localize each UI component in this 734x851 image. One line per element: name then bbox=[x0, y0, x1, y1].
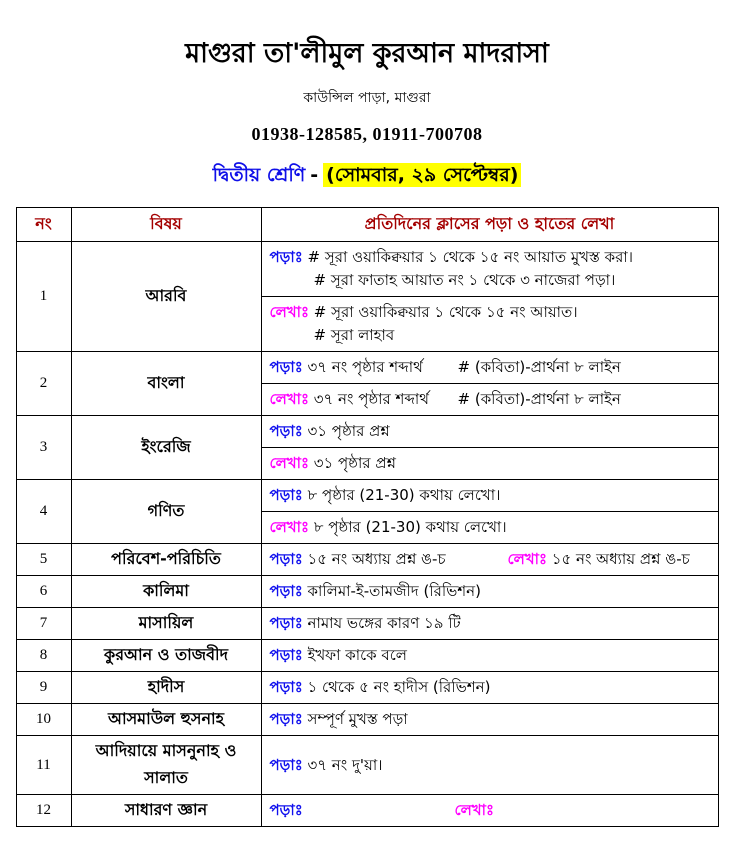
row-subject: আসমাউল হুসনাহ bbox=[71, 704, 261, 736]
row-subject: পরিবেশ-পরিচিতি bbox=[71, 544, 261, 576]
pora-text: ইখফা কাকে বলে bbox=[307, 646, 407, 665]
pora-cell bbox=[261, 242, 718, 297]
class-name: দ্বিতীয় শ্রেণি bbox=[212, 164, 306, 187]
col-header-no: নং bbox=[16, 208, 71, 242]
pora-label: পড়াঃ bbox=[269, 646, 303, 665]
lesson-table bbox=[16, 207, 719, 827]
lekha-text: ৮ পৃষ্ঠার (21-30) কথায় লেখো। bbox=[313, 518, 507, 537]
row-number: 1 bbox=[16, 242, 71, 352]
table-row bbox=[16, 736, 718, 795]
pora-label: পড়াঃ bbox=[269, 755, 303, 774]
row-subject: সাধারণ জ্ঞান bbox=[71, 795, 261, 827]
table-header-row bbox=[16, 208, 718, 242]
pora-label: পড়াঃ bbox=[269, 710, 303, 729]
document-header bbox=[0, 0, 734, 193]
pora-text: সম্পূর্ণ মুখস্ত পড়া bbox=[307, 710, 408, 729]
pora-text-2: # সূরা ফাতাহ আয়াত নং ১ থেকে ৩ নাজেরা পড়া। bbox=[313, 271, 616, 290]
col-header-details: প্রতিদিনের ক্লাসের পড়া ও হাতের লেখা bbox=[261, 208, 718, 242]
table-row bbox=[16, 640, 718, 672]
lekha-text: # সূরা ওয়াকিক্বয়ার ১ থেকে ১৫ নং আয়াত। bbox=[313, 303, 578, 322]
row-number: 4 bbox=[16, 480, 71, 544]
table-row bbox=[16, 795, 718, 827]
pora-label: পড়াঃ bbox=[269, 422, 303, 441]
row-subject: কুরআন ও তাজবীদ bbox=[71, 640, 261, 672]
pora-lekha-cell bbox=[261, 795, 718, 827]
pora-cell bbox=[261, 736, 718, 795]
pora-text: কালিমা-ই-তামজীদ (রিভিশন) bbox=[307, 582, 481, 601]
row-subject: মাসায়িল bbox=[71, 608, 261, 640]
phone-numbers: 01938-128585, 01911-700708 bbox=[251, 124, 483, 145]
pora-text: ৩৭ নং পৃষ্ঠার শব্দার্থ bbox=[307, 358, 423, 377]
pora-cell bbox=[261, 576, 718, 608]
row-number: 12 bbox=[16, 795, 71, 827]
row-subject: কালিমা bbox=[71, 576, 261, 608]
pora-lekha-cell bbox=[261, 544, 718, 576]
row-subject: ইংরেজি bbox=[71, 416, 261, 480]
class-date-line bbox=[0, 161, 734, 193]
lekha-text: ৩১ পৃষ্ঠার প্রশ্ন bbox=[313, 454, 396, 473]
lekha-cell bbox=[261, 448, 718, 480]
table-row bbox=[16, 576, 718, 608]
lekha-text: ৩৭ নং পৃষ্ঠার শব্দার্থ bbox=[313, 390, 429, 409]
pora-extra-text: # (কবিতা)-প্রার্থনা ৮ লাইন bbox=[457, 358, 621, 377]
table-row bbox=[16, 672, 718, 704]
row-number: 7 bbox=[16, 608, 71, 640]
row-number: 11 bbox=[16, 736, 71, 795]
lekha-label: লেখাঃ bbox=[269, 454, 309, 473]
row-number: 2 bbox=[16, 352, 71, 416]
row-number: 10 bbox=[16, 704, 71, 736]
pora-cell bbox=[261, 704, 718, 736]
row-number: 5 bbox=[16, 544, 71, 576]
table-row bbox=[16, 608, 718, 640]
lekha-extra-text: # (কবিতা)-প্রার্থনা ৮ লাইন bbox=[457, 390, 621, 409]
pora-text: ৩৭ নং দু'য়া। bbox=[307, 755, 383, 774]
school-title: মাগুরা তা'লীমুল কুরআন মাদরাসা bbox=[185, 38, 549, 69]
lekha-text-2: # সূরা লাহাব bbox=[313, 326, 395, 345]
table-row bbox=[16, 544, 718, 576]
date-highlight: (সোমবার, ২৯ সেপ্টেম্বর) bbox=[323, 163, 521, 187]
pora-cell bbox=[261, 672, 718, 704]
lekha-text: ১৫ নং অধ্যায় প্রশ্ন ঙ-চ bbox=[551, 550, 690, 569]
pora-label: পড়াঃ bbox=[269, 486, 303, 505]
lekha-cell bbox=[261, 512, 718, 544]
pora-text: নামায ভঙ্গের কারণ ১৯ টি bbox=[307, 614, 461, 633]
pora-text: # সূরা ওয়াকিক্বয়ার ১ থেকে ১৫ নং আয়াত মুখস্ত করা। bbox=[307, 248, 634, 267]
pora-label: পড়াঃ bbox=[269, 801, 303, 820]
row-subject: আদিয়ায়ে মাসনুনাহ ও সালাত bbox=[71, 736, 261, 795]
pora-cell bbox=[261, 352, 718, 384]
pora-text: ৮ পৃষ্ঠার (21-30) কথায় লেখো। bbox=[307, 486, 501, 505]
row-subject: হাদীস bbox=[71, 672, 261, 704]
pora-text: ১৫ নং অধ্যায় প্রশ্ন ঙ-চ bbox=[307, 550, 446, 569]
lekha-cell bbox=[261, 297, 718, 352]
col-header-subject: বিষয় bbox=[71, 208, 261, 242]
lekha-label: লেখাঃ bbox=[269, 390, 309, 409]
lekha-label: লেখাঃ bbox=[507, 550, 547, 569]
pora-cell bbox=[261, 416, 718, 448]
lekha-label: লেখাঃ bbox=[269, 518, 309, 537]
pora-text: ১ থেকে ৫ নং হাদীস (রিভিশন) bbox=[307, 678, 491, 697]
lekha-label: লেখাঃ bbox=[269, 303, 309, 322]
table-row bbox=[16, 352, 718, 384]
pora-cell bbox=[261, 640, 718, 672]
pora-cell bbox=[261, 480, 718, 512]
table-row bbox=[16, 480, 718, 512]
row-subject: বাংলা bbox=[71, 352, 261, 416]
row-number: 6 bbox=[16, 576, 71, 608]
pora-label: পড়াঃ bbox=[269, 248, 303, 267]
dash-separator: - bbox=[310, 164, 319, 187]
pora-label: পড়াঃ bbox=[269, 678, 303, 697]
pora-label: পড়াঃ bbox=[269, 550, 303, 569]
row-number: 9 bbox=[16, 672, 71, 704]
table-row bbox=[16, 242, 718, 297]
lekha-label: লেখাঃ bbox=[454, 801, 494, 820]
pora-cell bbox=[261, 608, 718, 640]
table-row bbox=[16, 704, 718, 736]
table-row bbox=[16, 416, 718, 448]
lekha-cell bbox=[261, 384, 718, 416]
row-number: 3 bbox=[16, 416, 71, 480]
pora-label: পড়াঃ bbox=[269, 582, 303, 601]
pora-text: ৩১ পৃষ্ঠার প্রশ্ন bbox=[307, 422, 390, 441]
pora-label: পড়াঃ bbox=[269, 614, 303, 633]
row-subject: গণিত bbox=[71, 480, 261, 544]
row-number: 8 bbox=[16, 640, 71, 672]
row-subject: আরবি bbox=[71, 242, 261, 352]
school-address: কাউন্সিল পাড়া, মাগুরা bbox=[303, 90, 431, 107]
pora-label: পড়াঃ bbox=[269, 358, 303, 377]
